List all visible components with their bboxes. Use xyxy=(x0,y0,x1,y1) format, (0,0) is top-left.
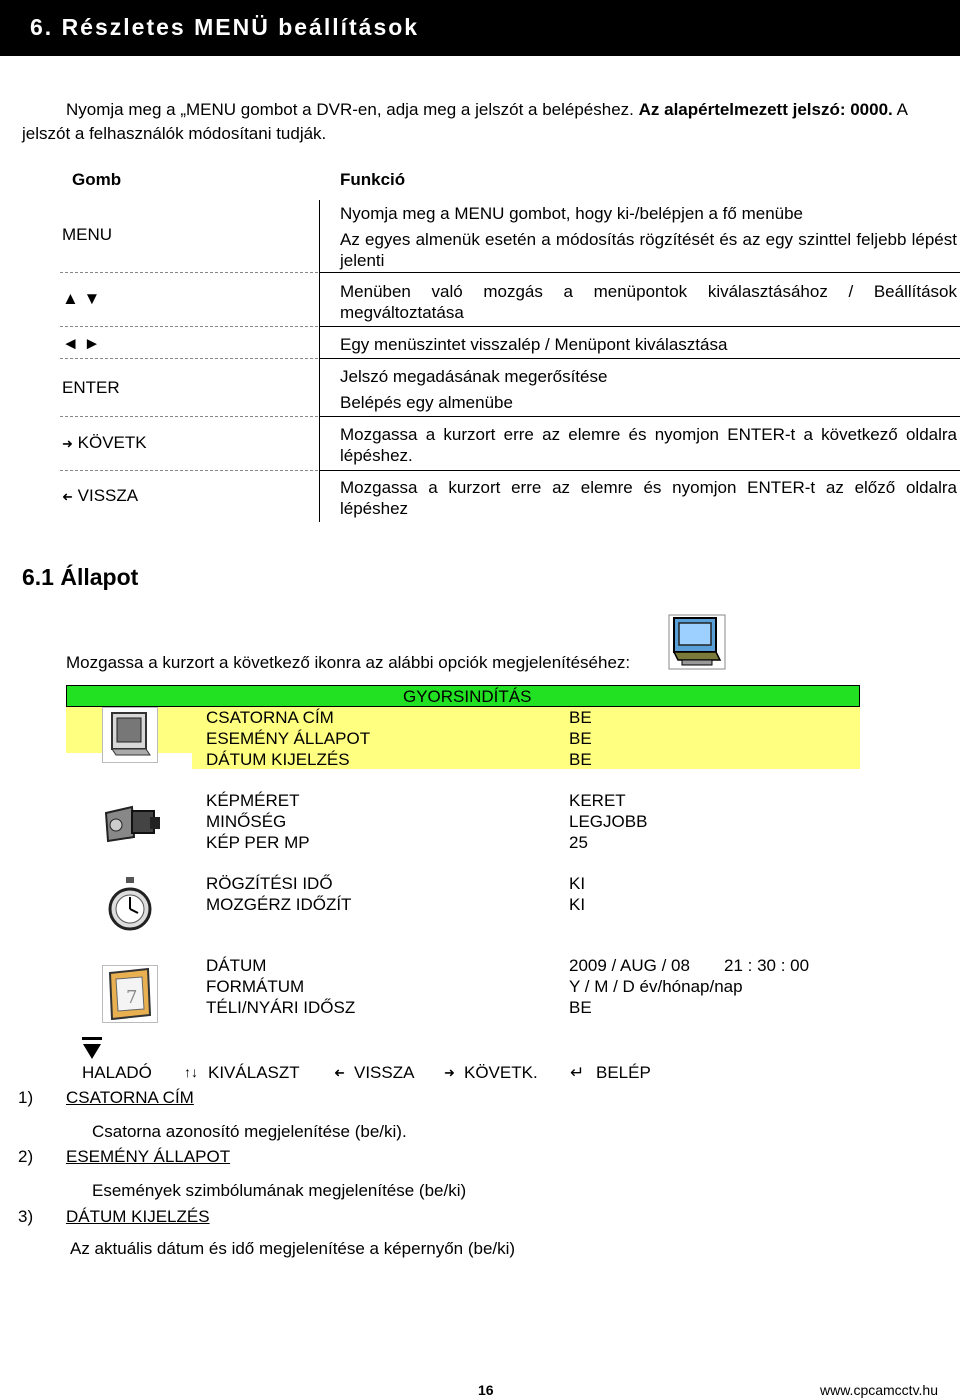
menu-item-label[interactable]: MOZGÉRZ IDŐZÍT xyxy=(206,895,352,914)
menu-item-value[interactable]: KERET xyxy=(569,791,626,810)
item-name: DÁTUM KIJELZÉS xyxy=(66,1207,210,1226)
monitor-icon[interactable] xyxy=(668,614,726,670)
arrow-left-icon: ➜ xyxy=(334,1065,345,1080)
row-separator xyxy=(319,326,960,327)
menu-item-label[interactable]: KÉP PER MP xyxy=(206,833,310,852)
table-divider xyxy=(319,200,320,522)
item-name: CSATORNA CÍM xyxy=(66,1088,194,1107)
item-description: Események szimbólumának megjelenítése (be/ki) xyxy=(92,1181,467,1200)
advanced-button[interactable]: HALADÓ xyxy=(82,1063,152,1082)
item-number: 2) xyxy=(18,1147,34,1166)
menu-header xyxy=(66,685,860,707)
menu-item-label[interactable]: CSATORNA CÍM xyxy=(206,708,334,727)
row-separator xyxy=(60,470,318,471)
intro-paragraph xyxy=(22,98,958,146)
monitor-icon[interactable] xyxy=(102,707,158,763)
arrow-left-icon: ➜ xyxy=(62,489,73,504)
row-separator xyxy=(319,470,960,471)
row-separator xyxy=(60,358,318,359)
function-text: Menüben való mozgás a menüpontok kiválasztásához / Beállítások megváltoztatása xyxy=(340,282,957,322)
page-title: 6. Részletes MENÜ beállítások xyxy=(30,14,420,40)
key-label: ➜ VISSZA xyxy=(62,486,139,505)
arrow-right-icon: ➜ xyxy=(444,1065,455,1080)
key-label: ▲ ▼ xyxy=(62,289,101,308)
key-label: ◄ ► xyxy=(62,334,101,353)
svg-text:7: 7 xyxy=(126,987,138,1008)
menu-item-label[interactable]: ESEMÉNY ÁLLAPOT xyxy=(206,729,371,748)
menu-item-value[interactable]: BE xyxy=(569,708,592,727)
section-title: 6.1 Állapot xyxy=(22,564,139,590)
function-text: Belépés egy almenübe xyxy=(340,393,513,412)
menu-item-label[interactable]: MINŐSÉG xyxy=(206,812,287,831)
row-separator xyxy=(60,416,318,417)
menu-item-value[interactable]: BE xyxy=(569,998,592,1017)
menu-item-label[interactable]: RÖGZÍTÉSI IDŐ xyxy=(206,874,333,893)
item-name: ESEMÉNY ÁLLAPOT xyxy=(66,1147,231,1166)
row-separator xyxy=(319,416,960,417)
intro-text: Nyomja meg a „MENU gombot a DVR-en, adja meg a jelszót a belépéshez. xyxy=(66,100,634,119)
function-text: Mozgassa a kurzort erre az elemre és nyomjon ENTER-t az előző oldalra lépéshez xyxy=(340,478,957,518)
menu-item-value[interactable]: BE xyxy=(569,750,592,769)
menu-item-value[interactable]: LEGJOBB xyxy=(569,812,648,831)
back-button[interactable]: VISSZA xyxy=(354,1063,415,1082)
row-separator xyxy=(60,326,318,327)
key-label: ENTER xyxy=(62,378,120,397)
scroll-down-icon[interactable] xyxy=(82,1035,102,1061)
default-password: Az alapértelmezett jelszó: 0000. xyxy=(638,100,893,119)
intro-text-cont: A xyxy=(896,100,908,119)
item-number: 1) xyxy=(18,1088,34,1107)
header-bar xyxy=(0,0,960,56)
item-description: Az aktuális dátum és idő megjelenítése a képernyőn (be/ki) xyxy=(70,1239,516,1258)
menu-item-value[interactable]: KI xyxy=(569,874,586,893)
select-button[interactable]: KIVÁLASZT xyxy=(208,1063,300,1082)
camera-icon[interactable] xyxy=(102,801,162,845)
function-text: Mozgassa a kurzort erre az elemre és nyomjon ENTER-t a következő oldalra lépéshez. xyxy=(340,425,957,465)
page-number: 16 xyxy=(478,1382,494,1398)
calendar-icon[interactable] xyxy=(102,965,158,1023)
function-text: Az egyes almenük esetén a módosítás rögzítését és az egy szinttel feljebb lépést jelenti xyxy=(340,230,957,270)
menu-item-value[interactable]: 25 xyxy=(569,833,588,852)
item-description: Csatorna azonosító megjelenítése (be/ki). xyxy=(92,1122,407,1141)
menu-item-value[interactable]: 2009 / AUG / 08 xyxy=(569,956,690,975)
menu-item-value[interactable]: KI xyxy=(569,895,586,914)
enter-icon: ↵ xyxy=(570,1063,585,1082)
column-header-funkcio: Funkció xyxy=(340,170,406,189)
enter-button[interactable]: BELÉP xyxy=(596,1063,651,1082)
menu-item-label[interactable]: DÁTUM KIJELZÉS xyxy=(206,750,350,769)
row-separator xyxy=(60,272,318,273)
menu-item-label[interactable]: DÁTUM xyxy=(206,956,267,975)
section-intro: Mozgassa a kurzort a következő ikonra az alábbi opciók megjelenítéséhez: xyxy=(66,653,631,672)
up-down-arrows-icon: ↑↓ xyxy=(184,1064,198,1080)
menu-header-label: GYORSINDÍTÁS xyxy=(403,687,532,706)
item-number: 3) xyxy=(18,1207,34,1226)
quick-start-menu xyxy=(66,685,860,1041)
key-label: ➜ KÖVETK xyxy=(62,433,147,452)
row-separator xyxy=(319,272,960,273)
website-url: www.cpcamcctv.hu xyxy=(820,1382,938,1398)
key-label: MENU xyxy=(62,225,113,244)
function-text: Egy menüszintet visszalép / Menüpont kiválasztása xyxy=(340,335,728,354)
menu-item-value[interactable]: Y / M / D év/hónap/nap xyxy=(569,977,743,996)
menu-item-label[interactable]: FORMÁTUM xyxy=(206,977,305,996)
intro-text-end: jelszót a felhasználók módosítani tudják. xyxy=(22,124,327,143)
menu-item-label[interactable]: TÉLI/NYÁRI IDŐSZ xyxy=(206,998,356,1017)
menu-item-label[interactable]: KÉPMÉRET xyxy=(206,791,300,810)
menu-item-value[interactable]: BE xyxy=(569,729,592,748)
row-separator xyxy=(319,358,960,359)
column-header-gomb: Gomb xyxy=(72,170,122,189)
stopwatch-icon[interactable] xyxy=(106,875,154,935)
next-button[interactable]: KÖVETK. xyxy=(464,1063,538,1082)
function-text: Jelszó megadásának megerősítése xyxy=(340,367,608,386)
menu-item-value[interactable]: 21 : 30 : 00 xyxy=(724,956,810,975)
arrow-right-icon: ➜ xyxy=(62,436,73,451)
function-text: Nyomja meg a MENU gombot, hogy ki-/belépjen a fő menübe xyxy=(340,204,804,223)
